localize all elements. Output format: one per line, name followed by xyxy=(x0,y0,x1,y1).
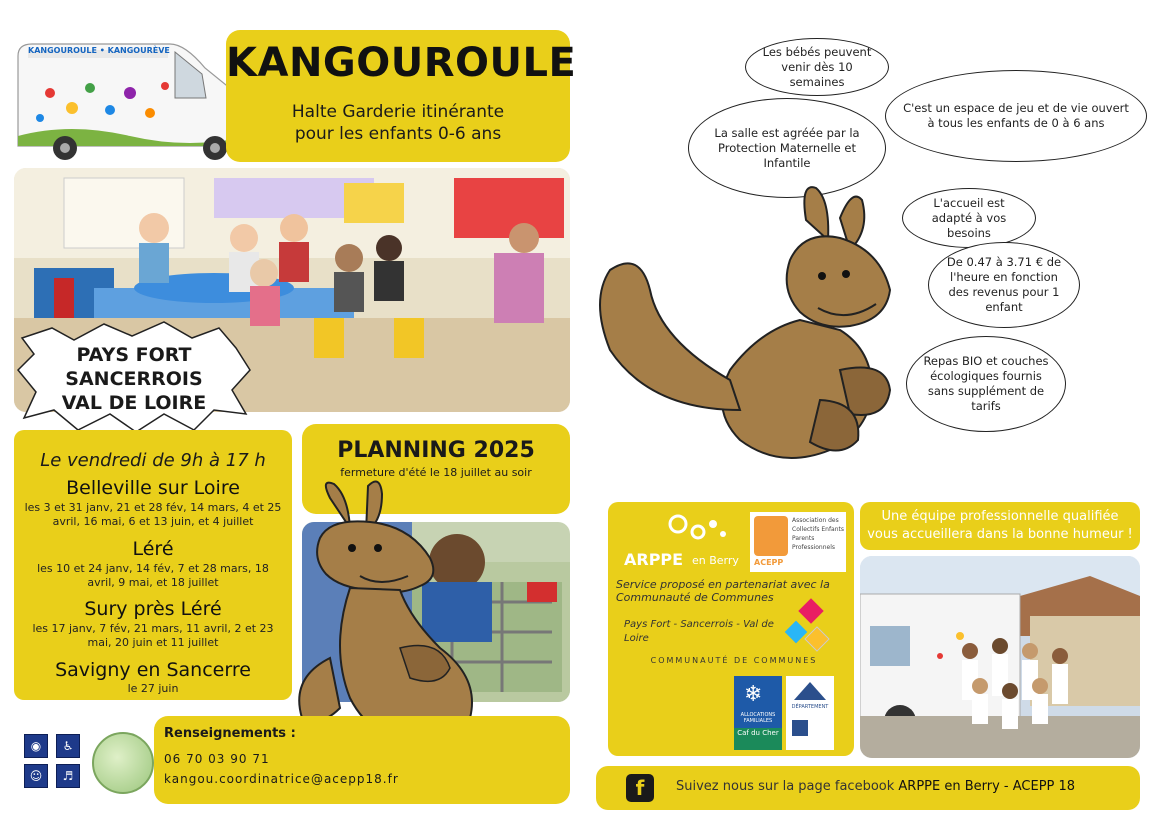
acepp-text: Association des Collectifs Enfants Parents Professionnels xyxy=(792,517,845,551)
departement-logo xyxy=(786,676,834,750)
caf-label: ALLOCATIONS FAMILIALES xyxy=(740,712,776,724)
facebook-text xyxy=(676,779,1075,794)
page-subtitle-line1: Halte Garderie itinérante xyxy=(291,102,505,122)
contact-email[interactable]: kangou.coordinatrice@acepp18.fr xyxy=(164,772,399,786)
speech-bubble: Repas BIO et couches écologiques fournis sans supplément de tarifs xyxy=(906,336,1066,432)
schedule-box xyxy=(14,430,292,700)
cc-label: COMMUNAUTÉ DE COMMUNES xyxy=(650,656,818,665)
region-line2: SANCERROIS xyxy=(65,368,203,390)
label-logo-icon xyxy=(92,732,154,794)
contact-box xyxy=(154,716,570,804)
mental-disability-icon: ☺ xyxy=(24,764,48,788)
region-line1: PAYS FORT xyxy=(76,344,192,366)
speech-bubble: La salle est agréée par la Protection Maternelle et Infantile xyxy=(688,98,886,198)
cc-logo xyxy=(616,606,852,668)
visual-impairment-icon: ◉ xyxy=(24,734,48,758)
service-text: Service proposé en partenariat avec la Communauté de Communes xyxy=(616,578,830,604)
team-photo xyxy=(860,556,1140,758)
van-label: KANGOUROULE • KANGOURÈVE xyxy=(28,46,170,55)
page-subtitle-line2: pour les enfants 0-6 ans xyxy=(294,124,502,144)
cc-script: Pays Fort - Sancerrois - Val de Loire xyxy=(624,619,774,644)
hearing-impairment-icon: ♬ xyxy=(56,764,80,788)
wheelchair-icon: ♿ xyxy=(56,734,80,758)
town-dates: les 10 et 24 janv, 14 fév, 7 et 28 mars, 18 avril, 9 mai, et 18 juillet xyxy=(37,562,269,589)
arppe-logo xyxy=(618,512,748,572)
facebook-icon[interactable]: f xyxy=(626,774,654,802)
town-dates: les 3 et 31 janv, 21 et 28 fév, 14 mars, 4 et 25 avril, 16 mai, 6 et 13 juin, et 4 juillet xyxy=(24,501,282,528)
town-dates: les 17 janv, 7 fév, 21 mars, 11 avril, 2 et 23 mai, 20 juin et 11 juillet xyxy=(32,622,274,649)
acepp-logo xyxy=(750,512,846,572)
speech-bubble: De 0.47 à 3.71 € de l'heure en fonction des revenus pour 1 enfant xyxy=(928,242,1080,328)
town-name: Sury près Léré xyxy=(84,598,222,620)
region-badge xyxy=(14,318,254,436)
dept-label: DÉPARTEMENT xyxy=(791,704,829,710)
facebook-text-prefix: Suivez nous sur la page facebook xyxy=(676,779,895,794)
region-line3: VAL DE LOIRE xyxy=(61,392,207,414)
page-title: KANGOUROULE xyxy=(226,40,577,86)
caf-logo: ❄ ALLOCATIONS FAMILIALES Caf du Cher xyxy=(734,676,782,750)
contact-heading: Renseignements : xyxy=(164,726,296,741)
schedule-heading: Le vendredi de 9h à 17 h xyxy=(40,450,266,471)
arppe-name: ARPPE xyxy=(624,550,684,569)
speech-bubble: L'accueil est adapté à vos besoins xyxy=(902,188,1036,248)
speech-bubble: C'est un espace de jeu et de vie ouvert à tous les enfants de 0 à 6 ans xyxy=(885,70,1147,162)
kangaroo-large-illustration xyxy=(590,180,900,480)
speech-bubble: Les bébés peuvent venir dès 10 semaines xyxy=(745,38,889,96)
town-dates: le 27 juin xyxy=(127,682,179,695)
title-box xyxy=(226,30,577,162)
contact-phone[interactable]: 06 70 03 90 71 xyxy=(164,752,270,766)
team-box xyxy=(860,502,1140,550)
town-name: Léré xyxy=(132,538,174,560)
acepp-label: ACEPP xyxy=(754,558,784,567)
team-text: Une équipe professionnelle qualifiée vous accueillera dans la bonne humeur ! xyxy=(867,509,1133,542)
planning-title: PLANNING 2025 xyxy=(337,438,535,463)
planning-note: fermeture d'été le 18 juillet au soir xyxy=(340,466,532,479)
arppe-sub: en Berry xyxy=(692,554,739,567)
town-name: Belleville sur Loire xyxy=(66,477,240,499)
partners-box xyxy=(608,502,854,756)
facebook-bar[interactable] xyxy=(596,766,1140,810)
facebook-page-link[interactable]: ARPPE en Berry - ACEPP 18 xyxy=(898,779,1076,794)
town-name: Savigny en Sancerre xyxy=(55,659,251,681)
caf-sub: Caf du Cher xyxy=(734,728,782,750)
